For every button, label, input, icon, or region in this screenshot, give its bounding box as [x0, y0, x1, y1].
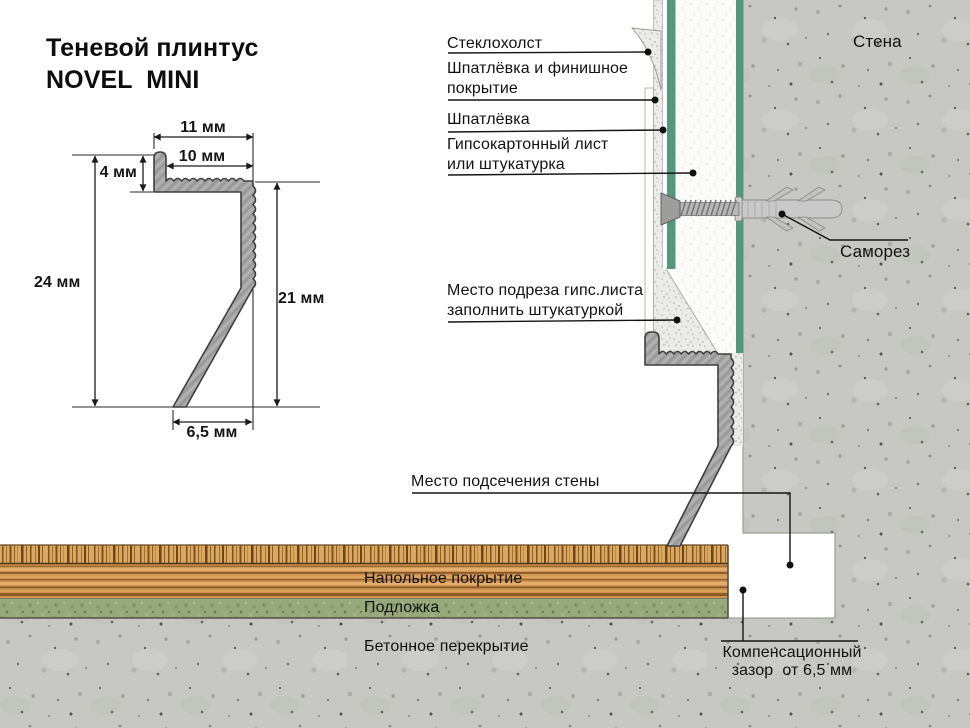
- label-wall-undercut: Место подсечения стены: [411, 473, 600, 490]
- label-putty-finish-line1: Шпатлёвка и финишное: [447, 60, 629, 77]
- dim-6-5mm: 6,5 мм: [186, 424, 238, 441]
- floor-covering-top: [0, 545, 728, 564]
- dim-21mm: 21 мм: [278, 290, 325, 307]
- dim-11mm: 11 мм: [180, 119, 226, 136]
- label-cut-fill-line1: Место подреза гипс.листа: [447, 282, 644, 299]
- dim-24mm: 24 мм: [34, 274, 81, 291]
- label-cut-fill: [447, 281, 643, 321]
- drywall-face-green-left: [667, 0, 676, 269]
- label-gap-line2: зазор от 6,5 мм: [731, 662, 853, 679]
- label-wall: Стена: [853, 32, 902, 51]
- label-cut-fill-line2: заполнить штукатуркой: [447, 302, 624, 319]
- drywall-face-green-right: [736, 0, 744, 353]
- dim-10mm: 10 мм: [178, 148, 226, 165]
- profile-section: [154, 152, 256, 407]
- label-putty: Шпатлёвка: [447, 111, 530, 128]
- label-screw: Саморез: [840, 242, 911, 261]
- label-fiberglass: Стеклохолст: [447, 35, 543, 52]
- dowel-body: [742, 200, 842, 218]
- leader-putty: [448, 130, 663, 132]
- label-gap-line1: Компенсационный: [722, 644, 862, 661]
- label-drywall-line2: или штукатурка: [447, 156, 565, 173]
- finish-coat-layer: [645, 88, 654, 353]
- label-compensation-gap: [712, 644, 872, 680]
- label-putty-finish-line2: покрытие: [447, 80, 518, 97]
- label-putty-finish: [447, 59, 628, 99]
- diagram-title: Теневой плинтус: [46, 34, 259, 62]
- label-drywall-line1: Гипсокартонный лист: [447, 136, 609, 153]
- label-concrete-slab: Бетонное перекрытие: [364, 638, 529, 655]
- installed-profile: [645, 332, 734, 546]
- diagram-subtitle: NOVEL MINI: [46, 66, 200, 94]
- label-drywall: [447, 135, 608, 175]
- label-floor-covering: Напольное покрытие: [364, 570, 523, 587]
- dim-4mm: 4 мм: [99, 164, 137, 181]
- label-underlay: Подложка: [364, 599, 440, 616]
